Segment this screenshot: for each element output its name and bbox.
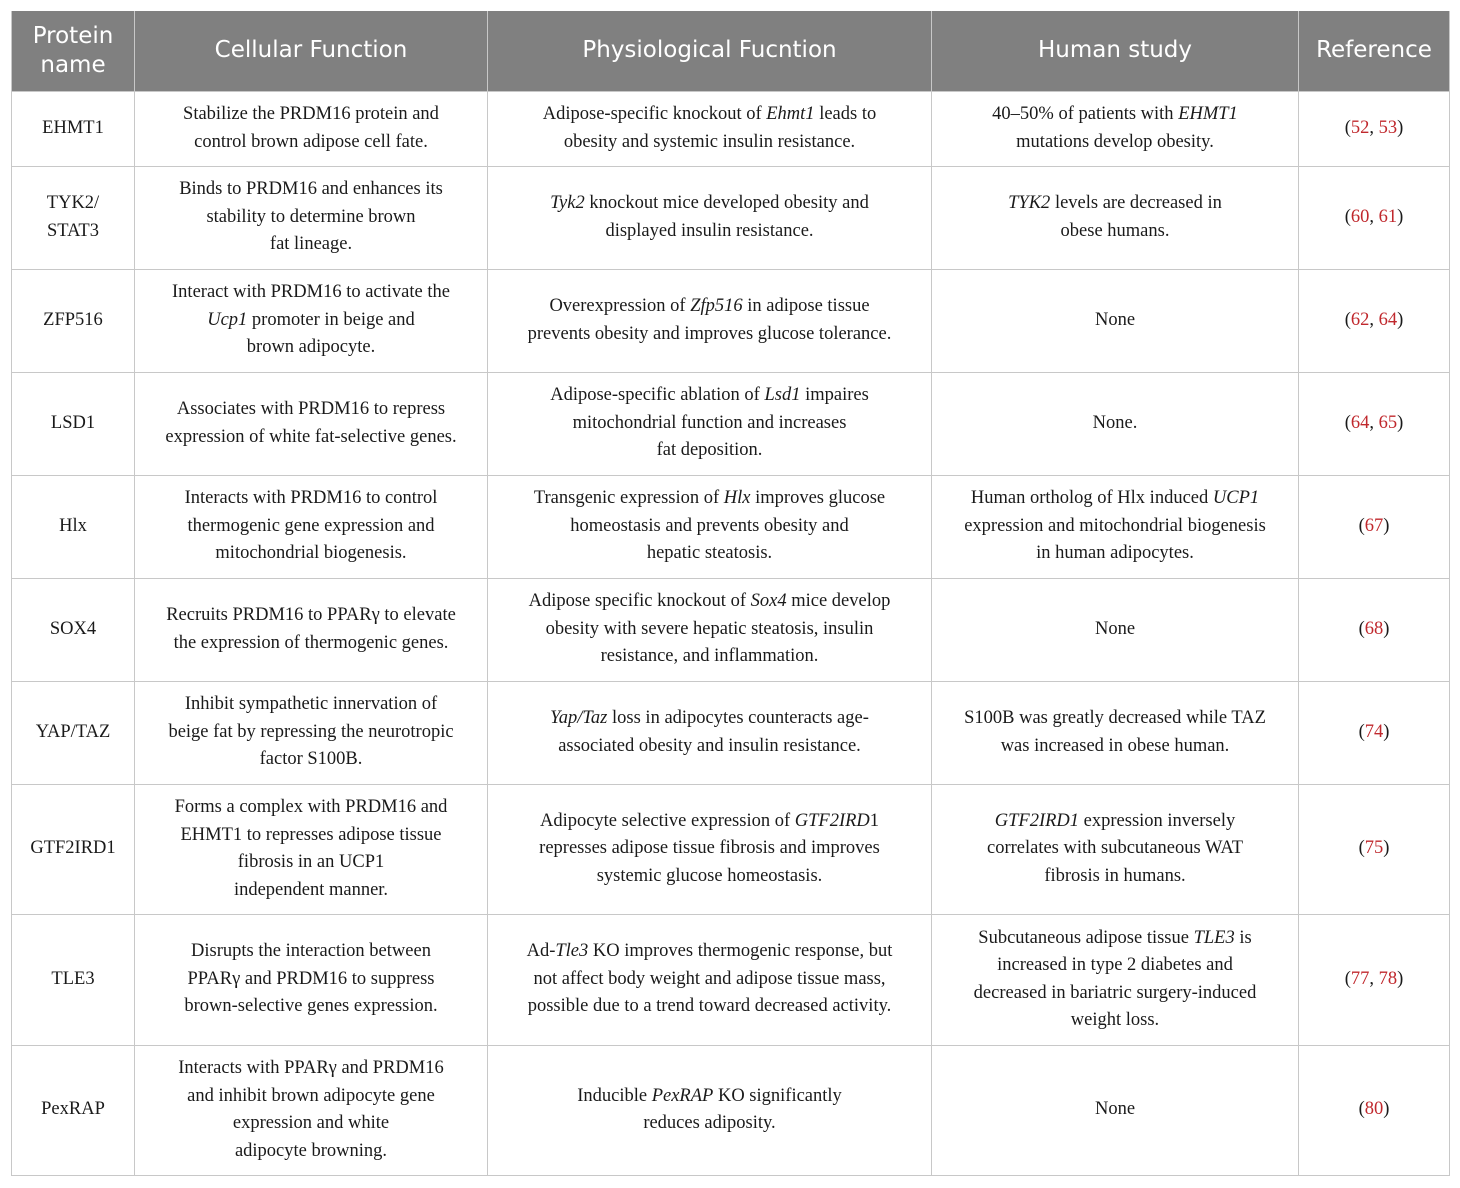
physiological-function-line: Adipocyte selective expression of GTF2IRD1: [539, 810, 880, 831]
header-cellular-function: [135, 11, 488, 91]
cellular-function-cell: [135, 91, 488, 166]
cellular-function-line: Disrupts the interaction between: [191, 941, 431, 962]
italic-term: TYK2: [1008, 193, 1051, 213]
italic-term: Zfp516: [690, 296, 743, 316]
reference-cell: (62, 64): [1299, 269, 1450, 372]
physiological-function-line: hepatic steatosis.: [646, 543, 773, 564]
physiological-function-cell: [488, 914, 932, 1045]
cellular-function-line: Interacts with PRDM16 to control: [184, 488, 438, 509]
human-study-line: None: [1094, 309, 1136, 330]
physiological-function-line: reduces adiposity.: [643, 1113, 776, 1133]
human-study-line: GTF2IRD1 expression inversely: [994, 810, 1236, 831]
human-study-line: obese humans.: [1060, 220, 1170, 241]
protein-name-cell: [12, 681, 135, 784]
protein-name-line: LSD1: [50, 412, 96, 433]
physiological-function-line: prevents obesity and improves glucose tolerance.: [527, 323, 892, 344]
physiological-function-cell: [488, 784, 932, 914]
cellular-function-line: Ucp1 promoter in beige and: [207, 309, 415, 330]
protein-name-line: ZFP516: [43, 309, 103, 330]
protein-name-line: EHMT1: [42, 117, 104, 138]
physiological-function-line: fat deposition.: [656, 440, 763, 461]
protein-name-cell: [12, 1045, 135, 1175]
cellular-function-line: Inhibit sympathetic innervation of: [184, 694, 438, 715]
italic-term: Yap/Taz: [550, 708, 608, 728]
protein-name-line: SOX4: [49, 618, 97, 639]
physiological-function-line: Transgenic expression of Hlx improves glucose: [533, 488, 886, 509]
reference-cell: (60, 61): [1299, 166, 1450, 269]
cellular-function-line: expression of white fat-selective genes.: [165, 426, 457, 447]
protein-name-cell: [12, 914, 135, 1045]
header-physiological-function: [488, 11, 932, 91]
physiological-function-line: possible due to a trend toward decreased activity.: [527, 996, 892, 1017]
physiological-function-line: represses adipose tissue fibrosis and improves: [539, 838, 880, 859]
reference-link[interactable]: 78: [1378, 968, 1398, 989]
protein-function-table: [11, 11, 1450, 1176]
human-study-line: in human adipocytes.: [1036, 543, 1194, 564]
human-study-line: 40–50% of patients with EHMT1: [992, 104, 1238, 124]
human-study-cell: [932, 372, 1299, 475]
physiological-function-line: Adipose specific knockout of Sox4 mice develop: [528, 591, 891, 612]
reference-link[interactable]: 64: [1378, 309, 1398, 330]
table-row: [12, 269, 1450, 372]
protein-name-cell: [12, 578, 135, 681]
physiological-function-cell: [488, 578, 932, 681]
human-study-line: S100B was greatly decreased while TAZ: [964, 708, 1266, 728]
italic-term: PexRAP: [651, 1085, 714, 1106]
cellular-function-line: Recruits PRDM16 to PPARγ to elevate: [166, 605, 456, 625]
table-row: [12, 784, 1450, 914]
cellular-function-cell: [135, 372, 488, 475]
protein-name-line: TLE3: [51, 968, 95, 989]
physiological-function-cell: [488, 475, 932, 578]
human-study-line: decreased in bariatric surgery-induced: [973, 982, 1257, 1003]
reference-link[interactable]: 60: [1350, 206, 1370, 227]
cellular-function-line: Forms a complex with PRDM16 and: [174, 797, 448, 817]
physiological-function-cell: [488, 681, 932, 784]
header-reference-label: Reference: [1316, 37, 1432, 64]
human-study-line: correlates with subcutaneous WAT: [986, 838, 1244, 859]
cellular-function-cell: [135, 784, 488, 914]
cellular-function-line: fat lineage.: [269, 234, 353, 255]
italic-term: TLE3: [1193, 927, 1235, 948]
reference-cell: (80): [1299, 1045, 1450, 1175]
cellular-function-line: the expression of thermogenic genes.: [173, 632, 449, 653]
human-study-line: fibrosis in humans.: [1044, 865, 1186, 886]
human-study-line: weight loss.: [1070, 1010, 1160, 1030]
reference-link[interactable]: 53: [1378, 117, 1398, 138]
physiological-function-line: Tyk2 knockout mice developed obesity and: [550, 193, 869, 213]
reference-cell: (75): [1299, 784, 1450, 914]
header-human-study-label: Human study: [1037, 37, 1193, 64]
cellular-function-line: Stabilize the PRDM16 protein and: [183, 104, 439, 124]
cellular-function-line: Binds to PRDM16 and enhances its: [179, 179, 443, 200]
italic-term: Tyk2: [550, 193, 585, 213]
italic-term: Sox4: [750, 591, 787, 612]
reference-cell: (74): [1299, 681, 1450, 784]
reference-link[interactable]: 64: [1350, 412, 1370, 433]
cellular-function-cell: [135, 1045, 488, 1175]
header-human-study: [932, 11, 1299, 91]
cellular-function-line: Interacts with PPARγ and PRDM16: [178, 1058, 444, 1078]
physiological-function-cell: [488, 91, 932, 166]
cellular-function-cell: [135, 578, 488, 681]
reference-cell: (77, 78): [1299, 914, 1450, 1045]
protein-name-line: GTF2IRD1: [30, 838, 116, 859]
italic-term: GTF2IRD: [794, 810, 870, 831]
reference-link[interactable]: 74: [1364, 721, 1384, 742]
table-body: [12, 91, 1450, 1175]
physiological-function-line: not affect body weight and adipose tissue mass,: [533, 968, 886, 989]
italic-term: Hlx: [723, 488, 751, 509]
header-protein-name-line-2: name: [40, 51, 106, 78]
reference-link[interactable]: 61: [1378, 206, 1398, 227]
table-row: [12, 372, 1450, 475]
italic-term: EHMT1: [1178, 104, 1238, 124]
human-study-line: None: [1094, 1099, 1136, 1120]
human-study-cell: [932, 578, 1299, 681]
italic-term: UCP1: [1212, 488, 1260, 509]
cellular-function-line: independent manner.: [233, 879, 389, 900]
physiological-function-cell: [488, 372, 932, 475]
cellular-function-line: adipocyte browning.: [234, 1140, 388, 1161]
protein-name-line: Hlx: [59, 515, 87, 536]
cellular-function-line: and inhibit brown adipocyte gene: [187, 1085, 435, 1106]
protein-name-line: YAP/TAZ: [35, 721, 111, 742]
protein-name-line: PexRAP: [41, 1099, 105, 1120]
cellular-function-line: mitochondrial biogenesis.: [215, 543, 407, 564]
cellular-function-cell: [135, 914, 488, 1045]
italic-term: GTF2IRD1: [994, 810, 1080, 831]
reference-link[interactable]: 52: [1350, 117, 1370, 138]
human-study-line: increased in type 2 diabetes and: [997, 955, 1233, 975]
cellular-function-line: beige fat by repressing the neurotropic: [168, 721, 454, 742]
cellular-function-line: expression and white: [232, 1113, 390, 1133]
reference-link[interactable]: 77: [1350, 968, 1370, 989]
physiological-function-line: resistance, and inflammation.: [600, 646, 819, 667]
table-row: [12, 1045, 1450, 1175]
header-row: [12, 11, 1450, 91]
reference-cell: (68): [1299, 578, 1450, 681]
physiological-function-line: obesity with severe hepatic steatosis, insulin: [545, 618, 874, 639]
cellular-function-line: Associates with PRDM16 to repress: [176, 399, 446, 419]
protein-name-cell: [12, 91, 135, 166]
table-row: [12, 91, 1450, 166]
human-study-line: Human ortholog of Hlx induced UCP1: [970, 488, 1260, 509]
human-study-line: was increased in obese human.: [1000, 735, 1230, 756]
human-study-line: TYK2 levels are decreased in: [1008, 193, 1222, 213]
physiological-function-line: displayed insulin resistance.: [605, 220, 814, 241]
human-study-line: None.: [1092, 412, 1138, 433]
header-protein-name: [12, 11, 135, 91]
human-study-line: None: [1094, 618, 1136, 639]
cellular-function-line: brown-selective genes expression.: [184, 996, 438, 1017]
human-study-cell: [932, 784, 1299, 914]
reference-link[interactable]: 67: [1364, 515, 1384, 536]
protein-name-line: TYK2/: [46, 193, 100, 213]
header-protein-name-line-1: Protein: [32, 22, 114, 49]
italic-term: Ucp1: [207, 309, 248, 330]
cellular-function-line: factor S100B.: [259, 749, 363, 770]
table-row: [12, 578, 1450, 681]
protein-name-cell: [12, 372, 135, 475]
physiological-function-cell: [488, 166, 932, 269]
protein-name-cell: [12, 784, 135, 914]
italic-term: Lsd1: [764, 385, 801, 406]
cellular-function-cell: [135, 269, 488, 372]
human-study-cell: [932, 475, 1299, 578]
protein-name-cell: [12, 166, 135, 269]
human-study-cell: [932, 914, 1299, 1045]
cellular-function-line: PPARγ and PRDM16 to suppress: [187, 968, 435, 989]
physiological-function-cell: [488, 1045, 932, 1175]
table-row: [12, 914, 1450, 1045]
reference-link[interactable]: 68: [1364, 618, 1384, 639]
protein-name-line: STAT3: [47, 220, 99, 241]
cellular-function-line: EHMT1 to represses adipose tissue: [180, 824, 442, 845]
cellular-function-line: thermogenic gene expression and: [187, 515, 435, 536]
reference-link[interactable]: 65: [1378, 412, 1398, 433]
cellular-function-cell: [135, 681, 488, 784]
cellular-function-cell: [135, 475, 488, 578]
cellular-function-cell: [135, 166, 488, 269]
physiological-function-line: associated obesity and insulin resistance.: [558, 735, 861, 756]
human-study-line: expression and mitochondrial biogenesis: [964, 515, 1266, 536]
cellular-function-line: stability to determine brown: [206, 206, 416, 227]
cellular-function-line: control brown adipose cell fate.: [194, 131, 428, 152]
header-physiological-function-label: Physiological Fucntion: [582, 37, 837, 64]
protein-name-cell: [12, 475, 135, 578]
human-study-line: Subcutaneous adipose tissue TLE3 is: [978, 927, 1252, 948]
human-study-cell: [932, 1045, 1299, 1175]
physiological-function-line: Overexpression of Zfp516 in adipose tissue: [549, 296, 870, 316]
physiological-function-line: systemic glucose homeostasis.: [596, 865, 823, 886]
physiological-function-line: obesity and systemic insulin resistance.: [563, 131, 856, 152]
header-cellular-function-label: Cellular Function: [214, 37, 408, 64]
italic-term: Tle3: [555, 941, 589, 962]
physiological-function-line: homeostasis and prevents obesity and: [570, 515, 849, 536]
physiological-function-line: Inducible PexRAP KO significantly: [577, 1085, 842, 1106]
reference-cell: (67): [1299, 475, 1450, 578]
human-study-line: mutations develop obesity.: [1016, 131, 1214, 152]
header-reference: [1299, 11, 1450, 91]
table-row: [12, 475, 1450, 578]
human-study-cell: [932, 269, 1299, 372]
table-row: [12, 681, 1450, 784]
reference-cell: (64, 65): [1299, 372, 1450, 475]
cellular-function-line: brown adipocyte.: [246, 337, 376, 358]
reference-cell: (52, 53): [1299, 91, 1450, 166]
reference-link[interactable]: 80: [1364, 1099, 1384, 1120]
italic-term: Ehmt1: [766, 104, 815, 124]
reference-link[interactable]: 75: [1364, 838, 1384, 859]
table-row: [12, 166, 1450, 269]
physiological-function-cell: [488, 269, 932, 372]
reference-link[interactable]: 62: [1350, 309, 1370, 330]
human-study-cell: [932, 166, 1299, 269]
human-study-cell: [932, 91, 1299, 166]
physiological-function-line: mitochondrial function and increases: [572, 412, 847, 433]
physiological-function-line: Ad-Tle3 KO improves thermogenic response, but: [526, 941, 893, 962]
physiological-function-line: Adipose-specific ablation of Lsd1 impaires: [550, 385, 869, 406]
protein-name-cell: [12, 269, 135, 372]
cellular-function-line: Interact with PRDM16 to activate the: [172, 282, 450, 303]
cellular-function-line: fibrosis in an UCP1: [237, 852, 385, 872]
physiological-function-line: Adipose-specific knockout of Ehmt1 leads to: [542, 104, 877, 124]
physiological-function-line: Yap/Taz loss in adipocytes counteracts age-: [550, 708, 869, 728]
human-study-cell: [932, 681, 1299, 784]
